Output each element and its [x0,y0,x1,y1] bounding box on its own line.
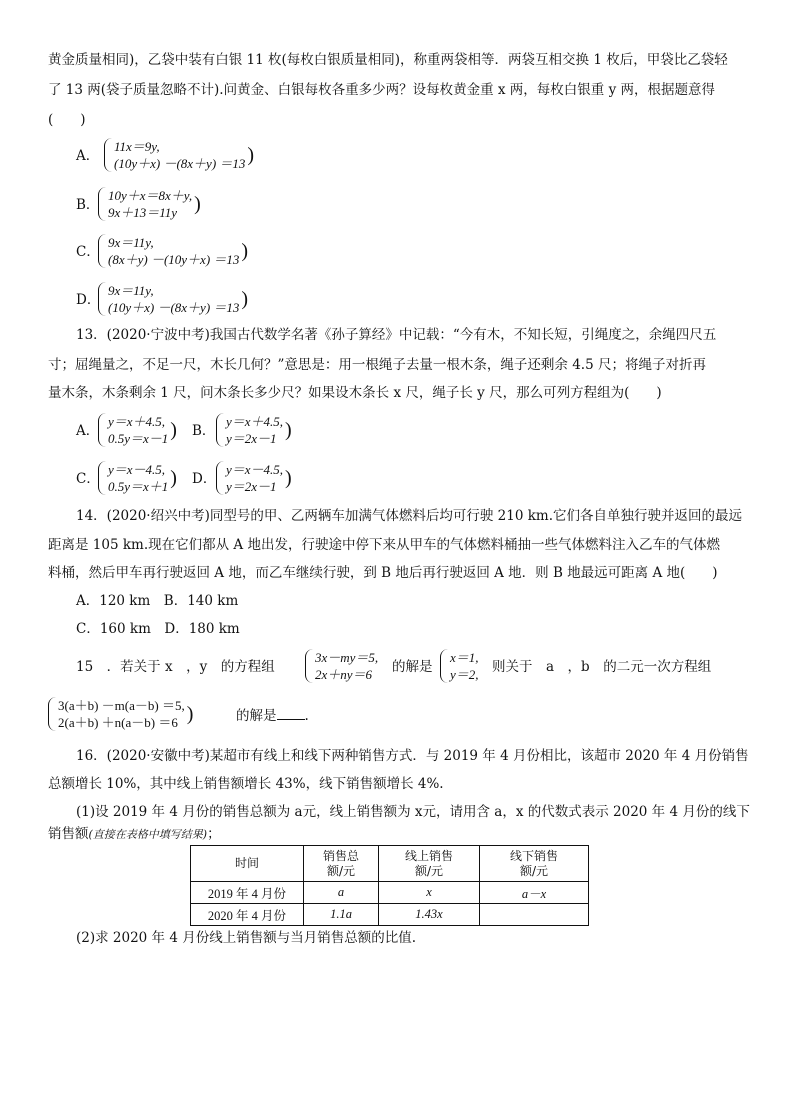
equation: 2x＋ny＝6 [315,667,373,682]
table-row [191,904,589,926]
brace [440,649,448,683]
brace [98,187,106,221]
equation: y＝2x－1 [226,431,277,446]
q16-sub1-note: (直接在表格中填写结果) [88,828,208,841]
close-paren: ) [241,288,249,310]
q15-system-1 [305,649,378,683]
table-cell: 1.1a [304,904,379,926]
table-header-cell [379,846,480,882]
q13-line3: 量木条，木条剩余 1 尺，问木条长多少尺？如果设木条长 x 尺，绳子长 y 尺，那么可列方程组为( ) [48,385,662,401]
q14-line3: 料桶，然后甲车再行驶返回 A 地，而乙车继续行驶，到 B 地后再行驶返回 A 地．则 B 地最远可距离 A 地( ) [48,565,718,581]
q16-sub2: (2)求 2020 年 4 月份线上销售额与当月销售总额的比值. [76,930,417,946]
q14-line1: 14．(2020·绍兴中考)同型号的甲、乙两辆车加满气体燃料后均可行驶 210 km.它们各自单独行驶并返回的最远 [76,508,742,524]
equation: 10y＋x＝8x＋y, [108,188,193,203]
equation: y＝x＋4.5, [226,414,284,429]
brace [104,138,112,172]
brace [98,282,106,316]
q13-option-b-system [216,413,292,447]
equation: 0.5y＝x＋1 [108,479,169,494]
equation: y＝2, [450,667,479,682]
close-paren: ) [241,240,249,262]
q15-answer-line [236,705,309,726]
q13-option-d-system [216,461,292,495]
equation: y＝x－4.5, [108,462,166,477]
q14-line2: 距离是 105 km.现在它们都从 A 地出发，行驶途中停下来从甲车的气体燃料桶抽一些气体燃料注入乙车的气体燃 [48,537,720,553]
table-cell: 1.43x [379,904,480,926]
close-paren: ) [186,703,194,725]
q14-options-ab: A．120 km B．140 km [76,593,239,609]
close-paren: ) [285,419,292,441]
equation: 3x－my＝5, [315,650,379,665]
q13-option-c-system [98,461,177,495]
q12-line3: ( ) [48,112,86,128]
q14-options-cd: C．160 km D．180 km [76,621,240,637]
q16-line2: 总额增长 10%，其中线上销售额增长 43%，线下销售额增长 4%. [48,776,444,792]
q13-option-a-label: A． [76,423,100,439]
table-cell: a－x [480,882,589,904]
close-paren: ) [285,467,292,489]
q16-sub1-end: ； [207,826,221,842]
close-paren: ) [194,193,201,215]
q15-system-3 [48,697,193,731]
q16-sub1-text: 销售额 [48,826,89,842]
table-header-row [191,846,589,882]
q15-text-part2: 的解是 [392,659,433,675]
equation: 9x＝11y, [108,283,154,298]
brace [216,413,224,447]
q12-option-a-label: A． [76,148,100,164]
equation: 9x＋13＝11y [108,205,178,220]
q12-option-d-system [98,282,248,316]
brace [216,461,224,495]
q13-option-a-system [98,413,177,447]
equation: (8x＋y) －(10y＋x) ＝13 [108,252,240,267]
equation: 9x＝11y, [108,235,154,250]
brace [98,234,106,268]
answer-blank[interactable] [277,705,305,720]
header-text: 线上销售 额/元 [404,848,453,878]
q13-line1: 13．(2020·宁波中考)我国古代数学名著《孙子算经》中记载：“今有木，不知长短，引绳度之，余绳四尺五 [76,327,717,343]
table-row [191,882,589,904]
equation: y＝x－4.5, [226,462,284,477]
table-cell: a [304,882,379,904]
q12-option-c-label: C． [76,244,100,260]
table-header-cell [304,846,379,882]
table-answer-cell[interactable] [480,904,589,926]
brace [48,697,56,731]
q12-option-c-system [98,234,248,268]
equation: y＝x＋4.5, [108,414,166,429]
header-text: 线下销售 额/元 [509,848,558,878]
q15-text-part1: 15 ．若关于 x ，y 的方程组 [76,659,275,675]
q12-option-b-label: B． [76,197,100,213]
close-paren: ) [247,144,255,166]
q12-option-d-label: D． [76,292,101,308]
equation: (10y＋x) －(8x＋y) ＝13 [108,300,240,315]
table-header-cell: 时间 [191,846,304,882]
q15-text-part5: . [304,708,309,724]
equation: 3(a＋b) －m(a－b) ＝5, [58,698,185,713]
equation: 2(a＋b) ＋n(a－b) ＝6 [58,715,178,730]
q12-line1: 黄金质量相同)，乙袋中装有白银 11 枚(每枚白银质量相同)，称重两袋相等．两袋互相交换 1 枚后，甲袋比乙袋轻 [48,52,728,68]
table-cell: 2020 年 4 月份 [191,904,304,926]
close-paren: ) [170,419,177,441]
table-cell: 2019 年 4 月份 [191,882,304,904]
equation: x＝1, [450,650,479,665]
close-paren: ) [170,467,177,489]
q16-sub1-line2 [48,824,221,845]
brace [98,461,106,495]
q13-option-c-label: C． [76,471,100,487]
sales-table [190,845,589,926]
q16-sub1-line1: (1)设 2019 年 4 月份的销售总额为 a元，线上销售额为 x元，请用含 a，x 的代数式表示 2020 年 4 月份的线下 [76,804,750,820]
q16-line1: 16．(2020·安徽中考)某超市有线上和线下两种销售方式．与 2019 年 4 月份相比，该超市 2020 年 4 月份销售 [76,748,749,764]
q13-line2: 寸；屈绳量之，不足一尺，木长几何？”意思是：用一根绳子去量一根木条，绳子还剩余 4.5 尺；将绳子对折再 [48,357,706,373]
equation: 11x＝9y, [114,139,160,154]
q12-line2: 了 13 两(袋子质量忽略不计).问黄金、白银每枚各重多少两？设每枚黄金重 x 两，每枚白银重 y 两，根据题意得 [48,82,715,98]
equation: 0.5y＝x－1 [108,431,169,446]
equation: (10y＋x) －(8x＋y) ＝13 [114,156,246,171]
table-header-cell [480,846,589,882]
q15-system-2 [440,649,479,683]
q15-text-part3: 则关于 a ，b 的二元一次方程组 [492,659,712,675]
brace [98,413,106,447]
q12-option-a-system [104,138,254,172]
q13-option-b-label: B． [192,423,216,439]
table-cell: x [379,882,480,904]
equation: y＝2x－1 [226,479,277,494]
q13-option-d-label: D． [192,471,217,487]
q12-option-b-system [98,187,201,221]
header-text: 销售总 额/元 [322,848,359,878]
q15-text-part4: 的解是 [236,708,277,724]
brace [305,649,313,683]
